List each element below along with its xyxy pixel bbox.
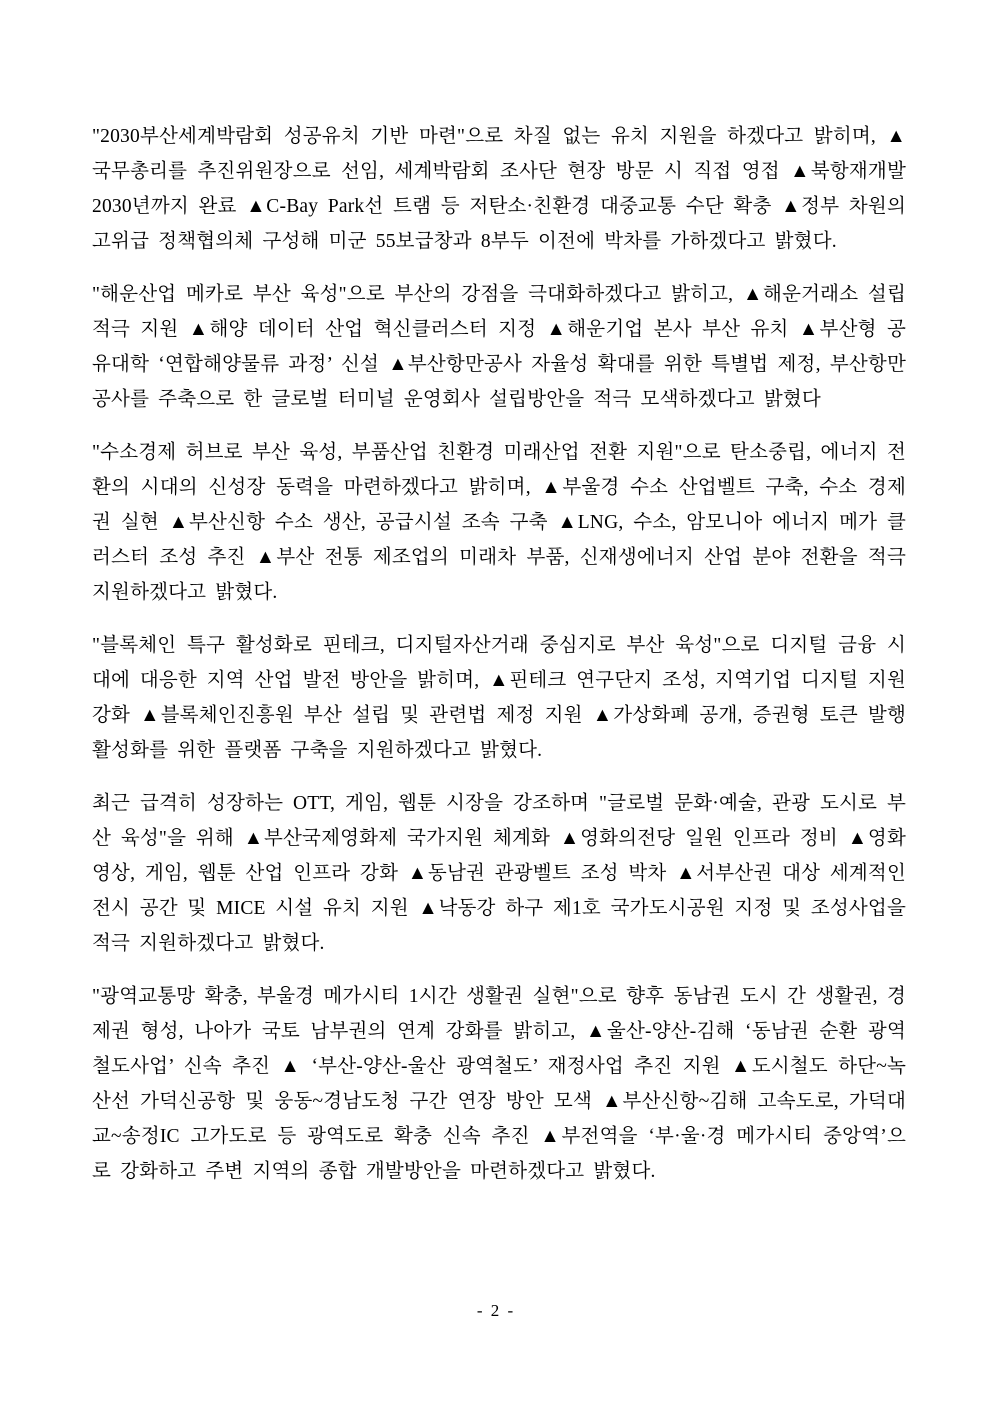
paragraph-hydrogen-economy: "수소경제 허브로 부산 육성, 부품산업 친환경 미래산업 전환 지원"으로 탄소중립, 에너지 전환의 시대의 신성장 동력을 마련하겠다고 밝히며, ▲부울경 수소 산업벨트 구축, 수소 경제권 실현 ▲부산신항 수소 생산, 공급시설 조속 구축 ▲LNG, 수소, 암모니아 에너지 메가 클러스터 조성 추진 ▲부산 전통 제조업의 미래차 부품, 신재생에너지 산업 분야 전환을 적극 지원하겠다고 밝혔다.: [92, 442, 906, 603]
paragraph-shipping-industry: "해운산업 메카로 부산 육성"으로 부산의 강점을 극대화하겠다고 밝히고, ▲해운거래소 설립 적극 지원 ▲해양 데이터 산업 혁신클러스터 지정 ▲해운기업 본사 부산 유치 ▲부산형 공유대학 ‘연합해양물류 과정’ 신설 ▲부산항만공사 자율성 확대를 위한 특별법 제정, 부산항만공사를 주축으로 한 글로벌 터미널 운영회사 설립방안을 적극 모색하겠다고 밝혔다: [92, 284, 906, 410]
paragraph-culture-tourism: 최근 급격히 성장하는 OTT, 게임, 웹툰 시장을 강조하며 "글로벌 문화·예술, 관광 도시로 부산 육성"을 위해 ▲부산국제영화제 국가지원 체계화 ▲영화의전당 일원 인프라 정비 ▲영화영상, 게임, 웹툰 산업 인프라 강화 ▲동남권 관광벨트 조성 박차 ▲서부산권 대상 세계적인 전시 공간 및 MICE 시설 유치 지원 ▲낙동강 하구 제1호 국가도시공원 지정 및 조성사업을 적극 지원하겠다고 밝혔다.: [92, 793, 906, 954]
page-number: - 2 -: [476, 1301, 516, 1320]
paragraph-expo-bid: "2030부산세계박람회 성공유치 기반 마련"으로 차질 없는 유치 지원을 하겠다고 밝히며, ▲국무총리를 추진위원장으로 선임, 세계박람회 조사단 현장 방문 시 직접 영접 ▲북항재개발 2030년까지 완료 ▲C-Bay Park선 트램 등 저탄소·친환경 대중교통 수단 확충 ▲정부 차원의 고위급 정책협의체 구성해 미군 55보급창과 8부두 이전에 박차를 가하겠다고 밝혔다.: [92, 126, 906, 252]
paragraph-transport-network: "광역교통망 확충, 부울경 메가시티 1시간 생활권 실현"으로 향후 동남권 도시 간 생활권, 경제권 형성, 나아가 국토 남부권의 연계 강화를 밝히고, ▲울산-양산-김해 ‘동남권 순환 광역철도사업’ 신속 추진 ▲ ‘부산-양산-울산 광역철도’ 재정사업 추진 지원 ▲도시철도 하단~녹산선 가덕신공항 및 웅동~경남도청 구간 연장 방안 모색 ▲부산신항~김해 고속도로, 가덕대교~송정IC 고가도로 등 광역도로 확충 신속 추진 ▲부전역을 ‘부·울·경 메가시티 중앙역’으로 강화하고 주변 지역의 종합 개발방안을 마련하겠다고 밝혔다.: [92, 986, 906, 1182]
document-body: [92, 119, 906, 1189]
paragraph-blockchain-fintech: "블록체인 특구 활성화로 핀테크, 디지털자산거래 중심지로 부산 육성"으로 디지털 금융 시대에 대응한 지역 산업 발전 방안을 밝히며, ▲핀테크 연구단지 조성, 지역기업 디지털 지원 강화 ▲블록체인진흥원 부산 설립 및 관련법 제정 지원 ▲가상화폐 공개, 증권형 토큰 발행 활성화를 위한 플랫폼 구축을 지원하겠다고 밝혔다.: [92, 635, 906, 761]
